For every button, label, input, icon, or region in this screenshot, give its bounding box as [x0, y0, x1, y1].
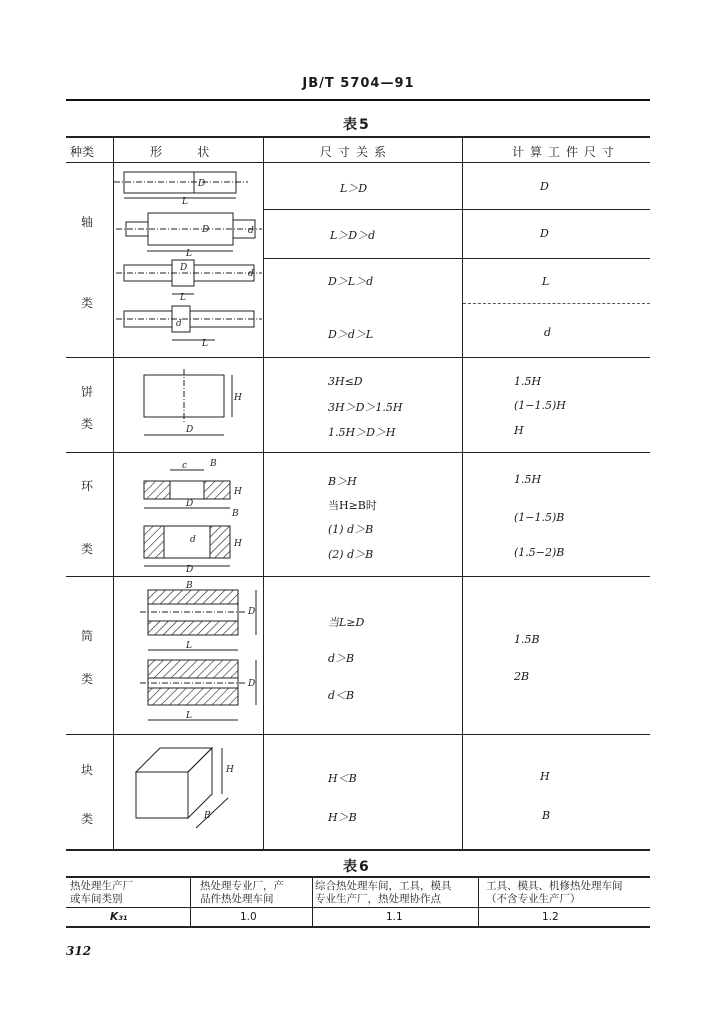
dim-label-d: d [248, 226, 254, 236]
dim-label-L: L [202, 339, 208, 349]
dim-label-c: c [182, 461, 188, 471]
category-ring-1: 环 [81, 479, 94, 493]
category-tube-1: 筒 [81, 629, 94, 643]
category-disk-1: 饼 [81, 385, 94, 399]
size-cell: 1.5H [514, 473, 542, 486]
tube-figure-2 [140, 660, 256, 720]
table6-coefficient-label: K₃₁ [110, 911, 128, 923]
dim-label-L: L [186, 711, 192, 721]
table6-header-integrated: 综合热处理车间，工具，模具 专业生产厂，热处理协作点 [315, 880, 452, 905]
col-header-category: 种类 [70, 145, 95, 159]
shaft-figure-1 [114, 172, 248, 198]
size-cell: L [542, 275, 550, 288]
dim-label-D: D [248, 607, 256, 617]
tube-figure-1 [140, 590, 256, 650]
table6-header-category: 热处理生产厂 或车间类别 [70, 880, 133, 905]
size-cell: 1.5H [514, 375, 542, 388]
relation-cell: 1.5H＞D＞H [328, 426, 396, 439]
size-cell: 1.5B [514, 633, 540, 646]
dim-label-D: D [180, 263, 188, 273]
table6-header-specialized: 热处理专业厂，产 品件热处理车间 [200, 880, 284, 905]
size-cell: D [540, 227, 549, 240]
col-header-size: 计算工件尺寸 [512, 145, 621, 159]
dim-label-L: L [180, 293, 186, 303]
relation-cell: D＞L＞d [328, 275, 374, 288]
dim-label-L: L [186, 641, 192, 651]
relation-cell: 3H＞D＞1.5H [328, 401, 403, 414]
dim-label-H: H [234, 539, 242, 549]
table6-value: 1.1 [386, 911, 403, 923]
size-cell: H [514, 424, 524, 437]
relation-cell: L＞D [340, 182, 368, 195]
relation-cell: d＜B [328, 689, 355, 702]
shaft-figure-3 [116, 260, 262, 294]
relation-cell: L＞D＞d [330, 229, 376, 242]
size-cell: 2B [514, 670, 530, 683]
table6-caption: 表6 [343, 859, 371, 875]
dim-label-B: B [186, 581, 193, 591]
table5-caption: 表5 [343, 117, 371, 133]
size-cell: D [540, 180, 549, 193]
shaft-figure-2 [116, 213, 262, 251]
category-shaft-2: 类 [81, 296, 94, 310]
col-header-shape: 形 状 [150, 145, 214, 159]
block-figure [136, 748, 228, 828]
category-tube-2: 类 [81, 672, 94, 686]
relation-cell: H＞B [328, 811, 357, 824]
col-header-relation: 尺寸关系 [320, 145, 393, 159]
dim-label-D: D [186, 565, 194, 575]
relation-cell: 3H≤D [328, 375, 363, 388]
dim-label-D: D [186, 425, 194, 435]
table6-header-tooling: 工具、模具、机修热处理车间 （不含专业生产厂） [486, 880, 623, 905]
dim-label-d: d [190, 535, 196, 545]
table6-value: 1.0 [240, 911, 257, 923]
page-number: 312 [66, 944, 92, 958]
relation-cell: (1) d＞B [328, 523, 374, 536]
size-cell: (1−1.5)B [514, 511, 565, 524]
dim-label-D: D [202, 225, 210, 235]
size-cell: B [542, 809, 551, 822]
dim-label-d: d [176, 319, 182, 329]
relation-cell: 当H≥B时 [328, 499, 377, 512]
dim-label-H: H [234, 487, 242, 497]
dim-label-B: B [204, 811, 211, 821]
dim-label-D: D [186, 499, 194, 509]
size-cell: (1−1.5)H [514, 399, 566, 412]
document-header: JB/T 5704—91 [302, 76, 415, 91]
dim-label-H: H [226, 765, 234, 775]
dim-label-D: D [198, 179, 206, 189]
category-disk-2: 类 [81, 417, 94, 431]
dim-label-d: d [248, 269, 254, 279]
size-cell: d [544, 326, 552, 339]
relation-cell: 当L≥D [328, 616, 365, 629]
relation-cell: B＞H [328, 475, 357, 488]
dim-label-B: B [232, 509, 239, 519]
category-ring-2: 类 [81, 542, 94, 556]
size-cell: (1.5−2)B [514, 546, 565, 559]
table6-value: 1.2 [542, 911, 559, 923]
ring-figure-2 [144, 526, 230, 566]
shaft-figure-4 [116, 306, 262, 340]
category-shaft-1: 轴 [81, 215, 94, 229]
relation-cell: D＞d＞L [328, 328, 374, 341]
relation-cell: (2) d＞B [328, 548, 374, 561]
dim-label-B: B [210, 459, 217, 469]
dim-label-D: D [248, 679, 256, 689]
dim-label-L: L [186, 249, 192, 259]
size-cell: H [540, 770, 550, 783]
dim-label-L: L [182, 197, 188, 207]
relation-cell: H＜B [328, 772, 357, 785]
category-block-1: 块 [81, 763, 94, 777]
relation-cell: d＞B [328, 652, 355, 665]
dim-label-H: H [234, 393, 242, 403]
category-block-2: 类 [81, 812, 94, 826]
